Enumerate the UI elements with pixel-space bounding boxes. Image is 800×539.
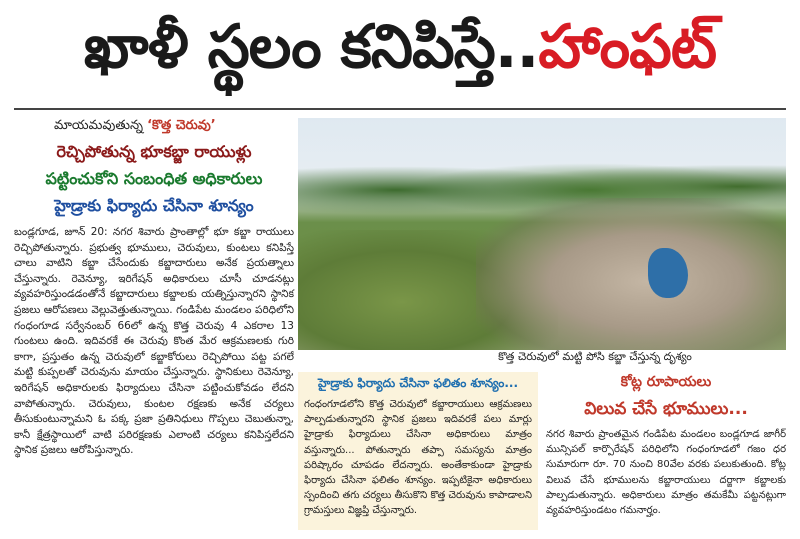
headline-main: ఖాళీ స్థలం కనిపిస్తే..: [83, 12, 539, 82]
subhead-3: హైడ్రాకు ఫిర్యాదు చేసినా శూన్యం: [54, 196, 254, 215]
subhead-1: రెచ్చిపోతున్న భూకబ్జా రాయుళ్లు: [56, 142, 252, 161]
news-photo: [298, 118, 786, 350]
sidebar-box: [298, 372, 538, 530]
right-heading-2: విలువ చేసే భూములు...: [584, 399, 748, 419]
headline-accent: హాంఫట్: [538, 12, 717, 82]
headline-divider: [14, 108, 786, 110]
main-story: [14, 118, 294, 459]
photo-caption: కొత్త చెరువులో మట్టి పోసి కబ్జా చేస్తున్న దృశ్యం: [498, 350, 692, 363]
right-story: [546, 374, 786, 518]
story-body: బండ్లగూడ, జూన్ 20: నగర శివారు ప్రాంతాల్లో భూ కబ్జా రాయులు రెచ్చిపోతున్నారు. ప్రభుత్వ భూములు, చెరువులు, కుంటలు కనిపిస్తే చాలు వాటిని కబ్జా చేసేందుకు కబ్జాదారులు అనేక ప్రయత్నాలు చేస్తున్నారు. రెవెన్యూ, ఇరిగేషన్ అధికారులు చూసీ చూడనట్లు వ్యవహరిస్తుండడంతోనే కబ్జాదారులు కబ్జాలకు యత్నిస్తున్నారని స్థానిక ప్రజలు ఆరోపణలు వెల్లువెత్తుతున్నాయి. గండిపేట మండలం పరిధిలోని గంధంగూడ సర్వేనంబర్ 66లో ఉన్న కొత్త చెరువు 4 ఎకరాల 13 గుంటలు ఉంది. ఇదివరకే ఈ చెరువు కొంత మేర ఆక్రమణలకు గురి కాగా, ప్రస్తుతం ఉన్న చెరువులో కబ్జాకోరులు రెచ్చిపోయి పట్ట పగలే మట్టి కుప్పలతో చెరువును మాయం చేస్తున్నారు. స్థానికులు రెవెన్యూ, ఇరిగేషన్ అధికారులకు ఫిర్యాదులు చేసినా పట్టించుకోవడం లేదని వాపోతున్నారు. చెరువులు, కుంటల రక్షణకు అనేక చర్యలు తీసుకుంటున్నామని ఓ పక్క ప్రజా ప్రతినిధులు గొప్పలు చెబుతున్నా, కానీ క్షేత్రస్థాయిలో వాటి పరిరక్షణకు ఎలాంటి చర్యలు కనిపిస్తలేదని స్థానిక ప్రజలు ఆరోపిస్తున్నారు.: [14, 226, 294, 457]
kicker-highlight: ‘కొత్త చెరువు’: [147, 118, 216, 133]
headline: [0, 0, 800, 108]
photo-blue-tarp: [648, 248, 688, 298]
photo-rubble-pile: [476, 198, 786, 350]
subhead-2: పట్టించుకోని సంబంధిత అధికారులు: [45, 169, 263, 188]
sidebar-heading: హైడ్రాకు ఫిర్యాదు చేసినా ఫలితం శూన్యం...: [317, 376, 519, 390]
sidebar-body: గంధంగూడలోని కొత్త చెరువులో కబ్జారాయులు ఆక్రమణలు పాల్పడుతున్నారని స్థానిక ప్రజలు ఇదివరకే పలు మార్లు హైడ్రాకు ఫిర్యాదులు చేసినా అధికారులు మాత్రం వస్తున్నారు... పోతున్నారు తప్పా సమస్యను మాత్రం పరిష్కారం చూపడం లేదన్నారు. అంతేకాకుండా హైడ్రాకు ఫిర్యాదు చేసినా ఫలితం శూన్యం. ఇప్పటికైనా అధికారులు స్పందించి తగు చర్యలు తీసుకొని కొత్త చెరువును కాపాడాలని గ్రామస్తులు విజ్ఞప్తి చేస్తున్నారు.: [304, 399, 533, 517]
right-body: నగర శివారు ప్రాంతమైన గండిపేట మండలం బండ్లగూడ జాగీర్ మున్సిపల్ కార్పొరేషన్ పరిధిలోని గంధంగూడలో గజం ధర సుమారుగా రూ. 70 నుంచి 80వేల వరకు పలుకుతుంది. కోట్ల విలువ చేసే భూములను కబ్జారాయులు దర్జాగా కబ్జాలకు పాల్పడుతున్నారు. అధికారులు మాత్రం తమకేమీ పట్టనట్లుగా వ్యవహరిస్తుండటం గమనార్హం.: [546, 429, 786, 517]
story-kicker: [54, 118, 294, 136]
right-heading-1: కోట్ల రూపాయలు: [620, 374, 712, 390]
kicker-prefix: మాయమవుతున్న: [54, 118, 148, 133]
